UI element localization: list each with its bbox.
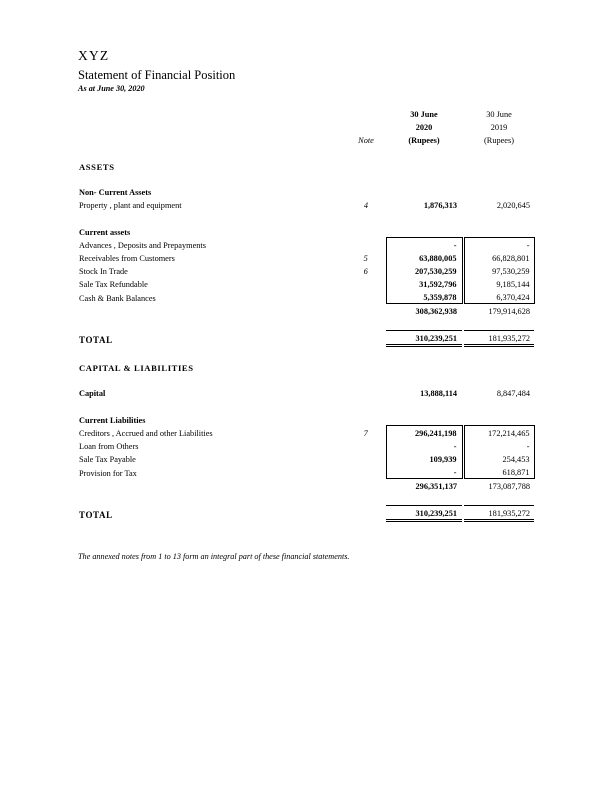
table-row bbox=[78, 290, 534, 304]
line-item-previous-value: 9,185,144 bbox=[464, 277, 534, 290]
current-col-date-line1: 30 June bbox=[410, 110, 438, 120]
current-assets-heading-row bbox=[78, 224, 534, 238]
line-item-label: Property , plant and equipment bbox=[79, 201, 182, 211]
line-item-previous-value: - bbox=[464, 439, 534, 452]
non-current-assets-heading: Non- Current Assets bbox=[79, 188, 152, 198]
current-assets-heading: Current assets bbox=[79, 227, 131, 237]
line-item-previous-value: 254,453 bbox=[464, 452, 534, 465]
table-row bbox=[78, 425, 534, 439]
line-item-label: Sale Tax Refundable bbox=[79, 280, 148, 290]
line-item-note bbox=[346, 452, 386, 465]
line-item-note bbox=[346, 465, 386, 479]
assets-heading: ASSETS bbox=[79, 162, 115, 173]
current-liabilities-subtotal-row bbox=[78, 478, 534, 492]
line-item-note: 6 bbox=[363, 267, 368, 277]
line-item-current-value: 31,592,796 bbox=[386, 277, 462, 290]
line-item-current-value: 296,241,198 bbox=[386, 425, 462, 439]
line-item-label: Receivables from Customers bbox=[79, 254, 175, 264]
column-header-row-date2 bbox=[78, 120, 534, 133]
current-col-unit: (Rupees) bbox=[408, 136, 440, 146]
line-item-current-value: 1,876,313 bbox=[423, 201, 457, 211]
financial-position-table bbox=[78, 94, 535, 522]
line-item-label: Stock In Trade bbox=[79, 267, 128, 277]
current-liabilities-heading: Current Liabilities bbox=[79, 415, 146, 425]
liabilities-total-previous: 181,935,272 bbox=[464, 505, 534, 520]
capital-previous-value: 8,847,484 bbox=[496, 389, 530, 399]
statement-date: As at June 30, 2020 bbox=[78, 83, 145, 93]
table-row bbox=[78, 237, 534, 251]
company-name: XYZ bbox=[78, 48, 110, 63]
line-item-label: Advances , Deposits and Prepayments bbox=[79, 241, 206, 251]
line-item-previous-value: 97,530,259 bbox=[464, 264, 534, 277]
previous-col-date-line2: 2019 bbox=[490, 123, 508, 133]
current-assets-subtotal-current: 308,362,938 bbox=[415, 307, 457, 317]
line-item-previous-value: 66,828,801 bbox=[464, 251, 534, 264]
current-assets-subtotal-previous: 179,914,628 bbox=[488, 307, 530, 317]
current-liabilities-subtotal-previous: 173,087,788 bbox=[488, 482, 530, 492]
assets-total-row bbox=[78, 330, 534, 345]
assets-total-label: TOTAL bbox=[79, 335, 113, 346]
current-assets-subtotal-row bbox=[78, 303, 534, 317]
line-item-current-value: - bbox=[386, 465, 462, 479]
column-header-row-date1 bbox=[78, 107, 534, 120]
line-item-note: 4 bbox=[363, 201, 369, 211]
previous-col-unit: (Rupees) bbox=[484, 136, 514, 146]
capital-label: Capital bbox=[79, 389, 106, 399]
line-item-note bbox=[346, 277, 386, 290]
line-item-current-value: 207,530,259 bbox=[386, 264, 462, 277]
line-item-current-value: - bbox=[386, 237, 462, 251]
current-liabilities-heading-row bbox=[78, 412, 534, 426]
line-item-previous-value: 2,020,645 bbox=[496, 201, 530, 211]
line-item-note: 7 bbox=[363, 429, 368, 439]
line-item-previous-value: 172,214,465 bbox=[464, 425, 534, 439]
line-item-previous-value: 618,871 bbox=[464, 465, 534, 479]
assets-total-previous: 181,935,272 bbox=[464, 330, 534, 345]
line-item-note: 5 bbox=[363, 254, 368, 264]
line-item-note bbox=[346, 439, 386, 452]
table-row bbox=[78, 264, 534, 277]
line-item-current-value: 5,359,878 bbox=[386, 290, 462, 304]
liabilities-total-row bbox=[78, 505, 534, 520]
line-item-current-value: 63,880,005 bbox=[386, 251, 462, 264]
table-row bbox=[78, 198, 534, 211]
table-row bbox=[78, 465, 534, 479]
line-item-current-value: 109,939 bbox=[386, 452, 462, 465]
line-item-label: Sale Tax Payable bbox=[79, 455, 136, 465]
liabilities-total-current: 310,239,251 bbox=[386, 505, 462, 520]
non-current-assets-heading-row bbox=[78, 185, 534, 198]
liabilities-total-label: TOTAL bbox=[79, 510, 113, 521]
capital-liabilities-heading: CAPITAL & LIABILITIES bbox=[79, 363, 194, 374]
current-liabilities-subtotal-current: 296,351,137 bbox=[415, 482, 457, 492]
line-item-current-value: - bbox=[386, 439, 462, 452]
line-item-note bbox=[346, 290, 386, 304]
annexed-notes-footer: The annexed notes from 1 to 13 form an integral part of these financial statements. bbox=[78, 551, 350, 561]
column-header-row-unit bbox=[78, 133, 534, 146]
line-item-label: Provision for Tax bbox=[79, 468, 137, 478]
table-row bbox=[78, 251, 534, 264]
page-title: Statement of Financial Position bbox=[78, 67, 236, 82]
table-row bbox=[78, 439, 534, 452]
line-item-label: Loan from Others bbox=[79, 442, 139, 452]
line-item-previous-value: 6,370,424 bbox=[464, 290, 534, 304]
line-item-note bbox=[346, 237, 386, 251]
capital-liabilities-heading-row bbox=[78, 360, 534, 373]
line-item-label: Creditors , Accrued and other Liabilities bbox=[79, 429, 213, 439]
line-item-label: Cash & Bank Balances bbox=[79, 293, 156, 303]
table-row bbox=[78, 277, 534, 290]
capital-row bbox=[78, 386, 534, 399]
statement-sheet bbox=[78, 48, 534, 562]
note-column-header: Note bbox=[358, 136, 374, 146]
assets-heading-row bbox=[78, 159, 534, 172]
current-col-date-line2: 2020 bbox=[415, 123, 433, 133]
assets-total-current: 310,239,251 bbox=[386, 330, 462, 345]
table-row bbox=[78, 452, 534, 465]
line-item-previous-value: - bbox=[464, 237, 534, 251]
previous-col-date-line1: 30 June bbox=[486, 110, 512, 120]
capital-current-value: 13,888,114 bbox=[420, 389, 457, 399]
